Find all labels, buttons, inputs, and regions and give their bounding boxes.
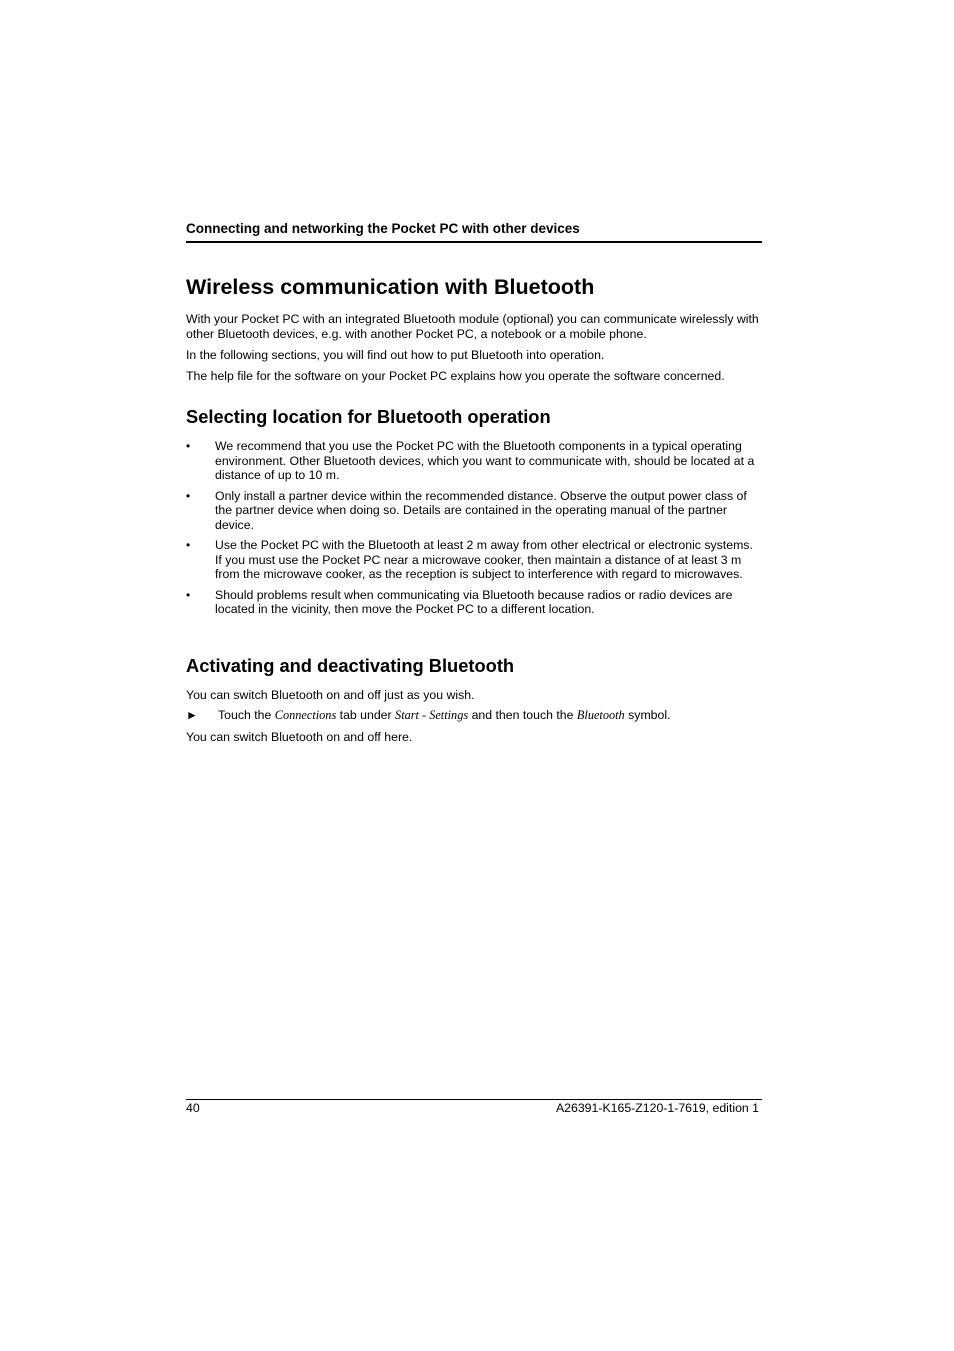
ui-term-bluetooth: Bluetooth <box>576 708 625 722</box>
intro-paragraph-1: With your Pocket PC with an integrated Bluetooth module (optional) you can communicate wirelessly with other Bluetooth devices, e.g. with another Pocket PC, a notebook or a mobile phone. <box>186 312 759 341</box>
instruction-step <box>186 708 762 723</box>
step-text <box>186 708 762 723</box>
bullet-icon: • <box>186 439 191 453</box>
step-text-part: symbol. <box>628 708 671 722</box>
list-item <box>186 489 762 533</box>
intro-paragraph-2: In the following sections, you will find out how to put Bluetooth into operation. <box>186 348 605 362</box>
location-subsection-title: Selecting location for Bluetooth operation <box>186 406 551 427</box>
bullet-icon: • <box>186 587 191 602</box>
intro-paragraph-3: The help file for the software on your Pocket PC explains how you operate the software concerned. <box>186 369 725 383</box>
page-number: 40 <box>186 1101 200 1115</box>
activate-subsection-title: Activating and deactivating Bluetooth <box>186 655 515 676</box>
section-title: Wireless communication with Bluetooth <box>186 275 595 299</box>
list-item <box>186 588 762 617</box>
activate-intro: You can switch Bluetooth on and off just as you wish. <box>186 688 475 702</box>
bullet-icon: • <box>186 538 191 552</box>
location-bullet-list <box>186 439 762 623</box>
list-item <box>186 439 762 483</box>
step-arrow-icon: ► <box>186 708 198 722</box>
list-item-text: We recommend that you use the Pocket PC with the Bluetooth components in a typical operating environment. Other Bluetooth devices, which you want to communicate with, should be located at a distance of up to 10 m. <box>215 439 755 482</box>
step-text-part: Touch the <box>218 708 272 722</box>
document-id: A26391-K165-Z120-1-7619, edition 1 <box>555 1101 759 1115</box>
list-item-text: Only install a partner device within the recommended distance. Observe the output power class of the partner device when doing so. Details are contained in the operating manual of the partner device. <box>215 488 747 532</box>
ui-term-connections: Connections <box>274 708 337 722</box>
footer-rule <box>186 1099 762 1100</box>
step-text-part: and then touch the <box>471 708 574 722</box>
list-item <box>186 538 762 582</box>
ui-term-start-settings: Start - Settings <box>395 708 469 722</box>
bullet-icon: • <box>186 488 191 503</box>
list-item-text: Use the Pocket PC with the Bluetooth at least 2 m away from other electrical or electronic systems. If you must use the Pocket PC near a microwave cooker, then maintain a distance of at least 3 m from the microwave cooker, as the reception is subject to interference with regard to microwaves. <box>215 538 753 581</box>
running-header-title: Connecting and networking the Pocket PC with other devices <box>186 221 580 236</box>
activate-result: You can switch Bluetooth on and off here. <box>186 730 413 744</box>
header-rule <box>186 241 762 243</box>
list-item-text: Should problems result when communicating via Bluetooth because radios or radio devices are located in the vicinity, then move the Pocket PC to a different location. <box>215 587 733 616</box>
step-text-part: tab under <box>339 708 392 722</box>
document-page <box>186 0 762 1351</box>
